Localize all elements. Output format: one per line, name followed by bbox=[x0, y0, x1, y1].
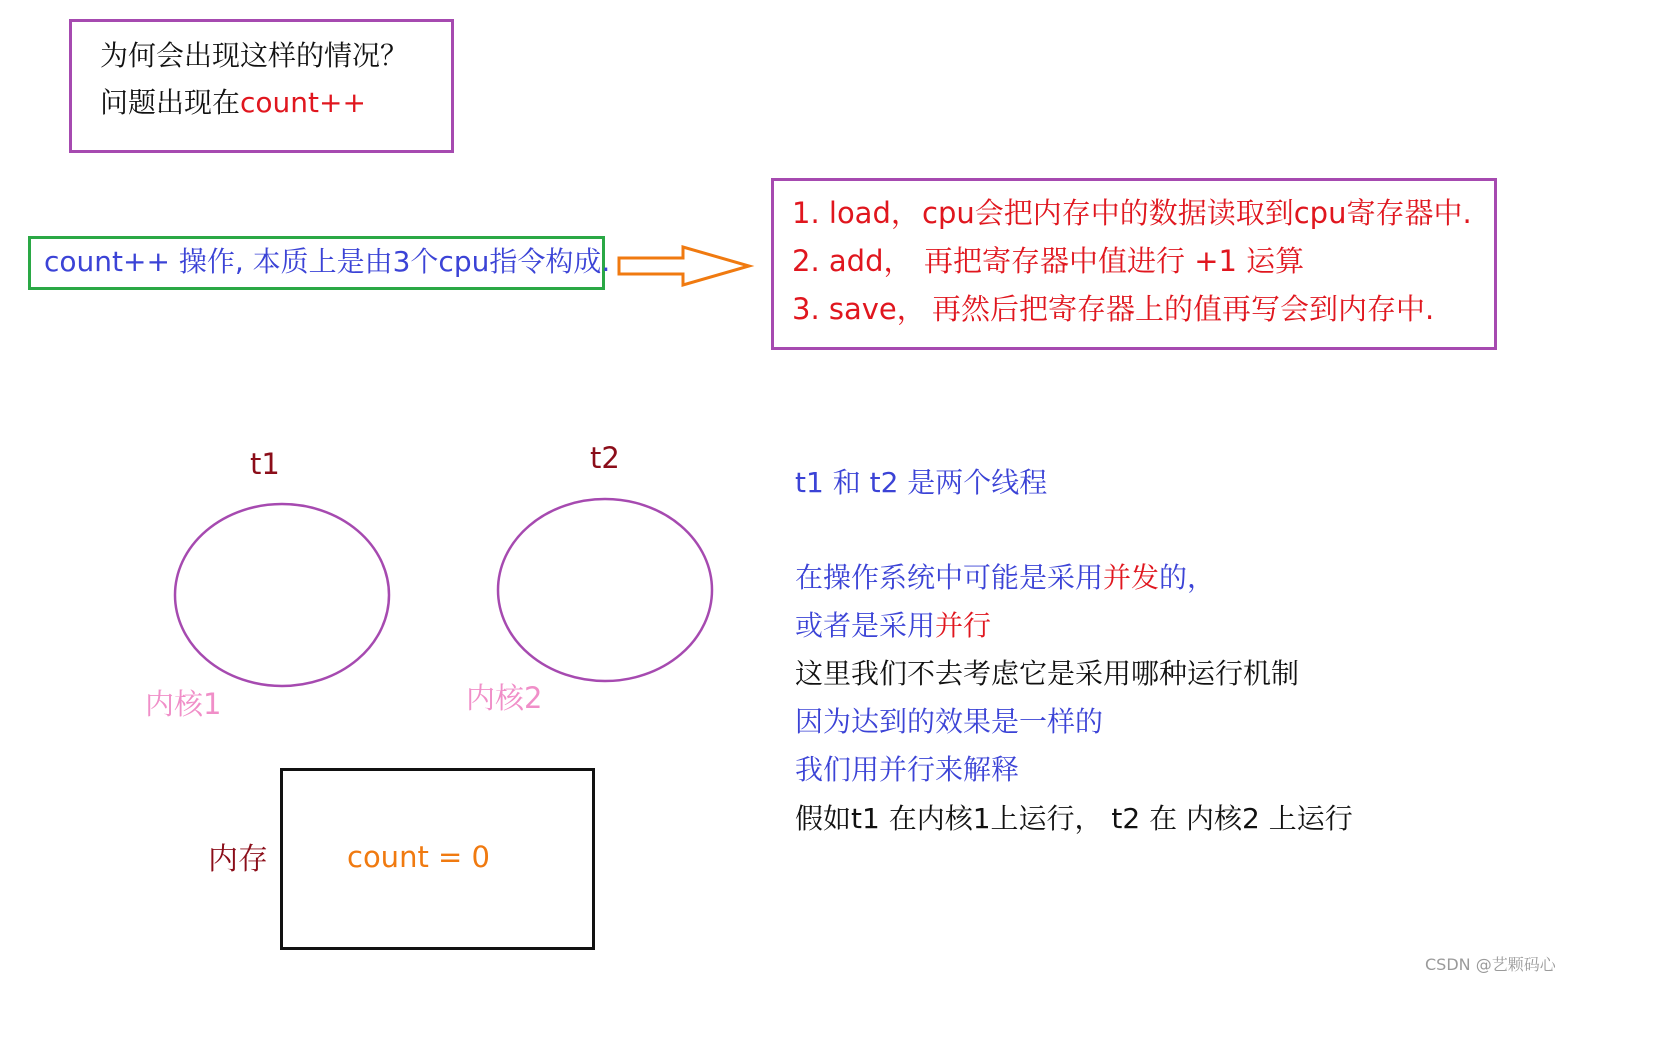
explanation-line-7: 假如t1 在内核1上运行， t2 在 内核2 上运行 bbox=[795, 802, 1353, 835]
core-circles bbox=[165, 490, 725, 700]
explanation-line-1: t1 和 t2 是两个线程 bbox=[795, 466, 1048, 499]
question-line-1: 为何会出现这样的情况？ bbox=[100, 39, 409, 72]
instruction-save bbox=[792, 293, 1434, 326]
explanation-line-6: 我们用并行来解释 bbox=[795, 753, 1020, 786]
memory-box bbox=[280, 768, 595, 950]
explanation-line-5: 因为达到的效果是一样的 bbox=[795, 705, 1104, 738]
explanation-line-4: 这里我们不去考虑它是采用哪种运行机制 bbox=[795, 657, 1300, 690]
thread-t2-label: t2 bbox=[590, 441, 620, 475]
core2-circle bbox=[498, 499, 712, 681]
instructions-box bbox=[771, 178, 1497, 350]
question-line-2-highlight: count++ bbox=[240, 86, 366, 119]
instruction-add bbox=[792, 245, 1304, 278]
explanation-line-2-suffix: 的， bbox=[1159, 561, 1216, 594]
count-op-box bbox=[28, 236, 611, 290]
core1-label: 内核1 bbox=[145, 687, 222, 721]
instruction-load bbox=[792, 197, 1472, 230]
count-op-text: count++ 操作, 本质上是由3个cpu指令构成. bbox=[44, 245, 611, 278]
explanation-line-2-highlight: 并发 bbox=[1103, 561, 1160, 594]
explanation-line-3 bbox=[795, 610, 991, 642]
question-line-2 bbox=[100, 87, 366, 119]
question-box bbox=[69, 19, 454, 153]
core1-circle bbox=[175, 504, 389, 686]
thread-t1-label: t1 bbox=[250, 447, 280, 481]
instruction-load-desc: cpu会把内存中的数据读取到cpu寄存器中. bbox=[922, 196, 1472, 230]
instruction-save-desc: 再然后把寄存器上的值再写会到内存中. bbox=[932, 292, 1435, 326]
instruction-save-label: 3. save， bbox=[792, 292, 926, 326]
right-arrow-icon bbox=[615, 244, 755, 288]
explanation-line-3-highlight: 并行 bbox=[935, 609, 992, 642]
memory-label: 内存 bbox=[208, 842, 268, 877]
instruction-load-label: 1. load， bbox=[792, 196, 920, 230]
instruction-add-desc: 再把寄存器中值进行 +1 运算 bbox=[924, 244, 1305, 278]
explanation-line-2 bbox=[795, 562, 1215, 594]
explanation-line-3-prefix: 或者是采用 bbox=[795, 609, 936, 642]
memory-value: count = 0 bbox=[347, 840, 491, 874]
question-line-2-prefix: 问题出现在 bbox=[100, 86, 241, 119]
explanation-line-2-prefix: 在操作系统中可能是采用 bbox=[795, 561, 1104, 594]
core2-label: 内核2 bbox=[466, 681, 543, 715]
instruction-add-label: 2. add， bbox=[792, 244, 913, 278]
watermark: CSDN @艺颗码心 bbox=[1425, 955, 1556, 974]
